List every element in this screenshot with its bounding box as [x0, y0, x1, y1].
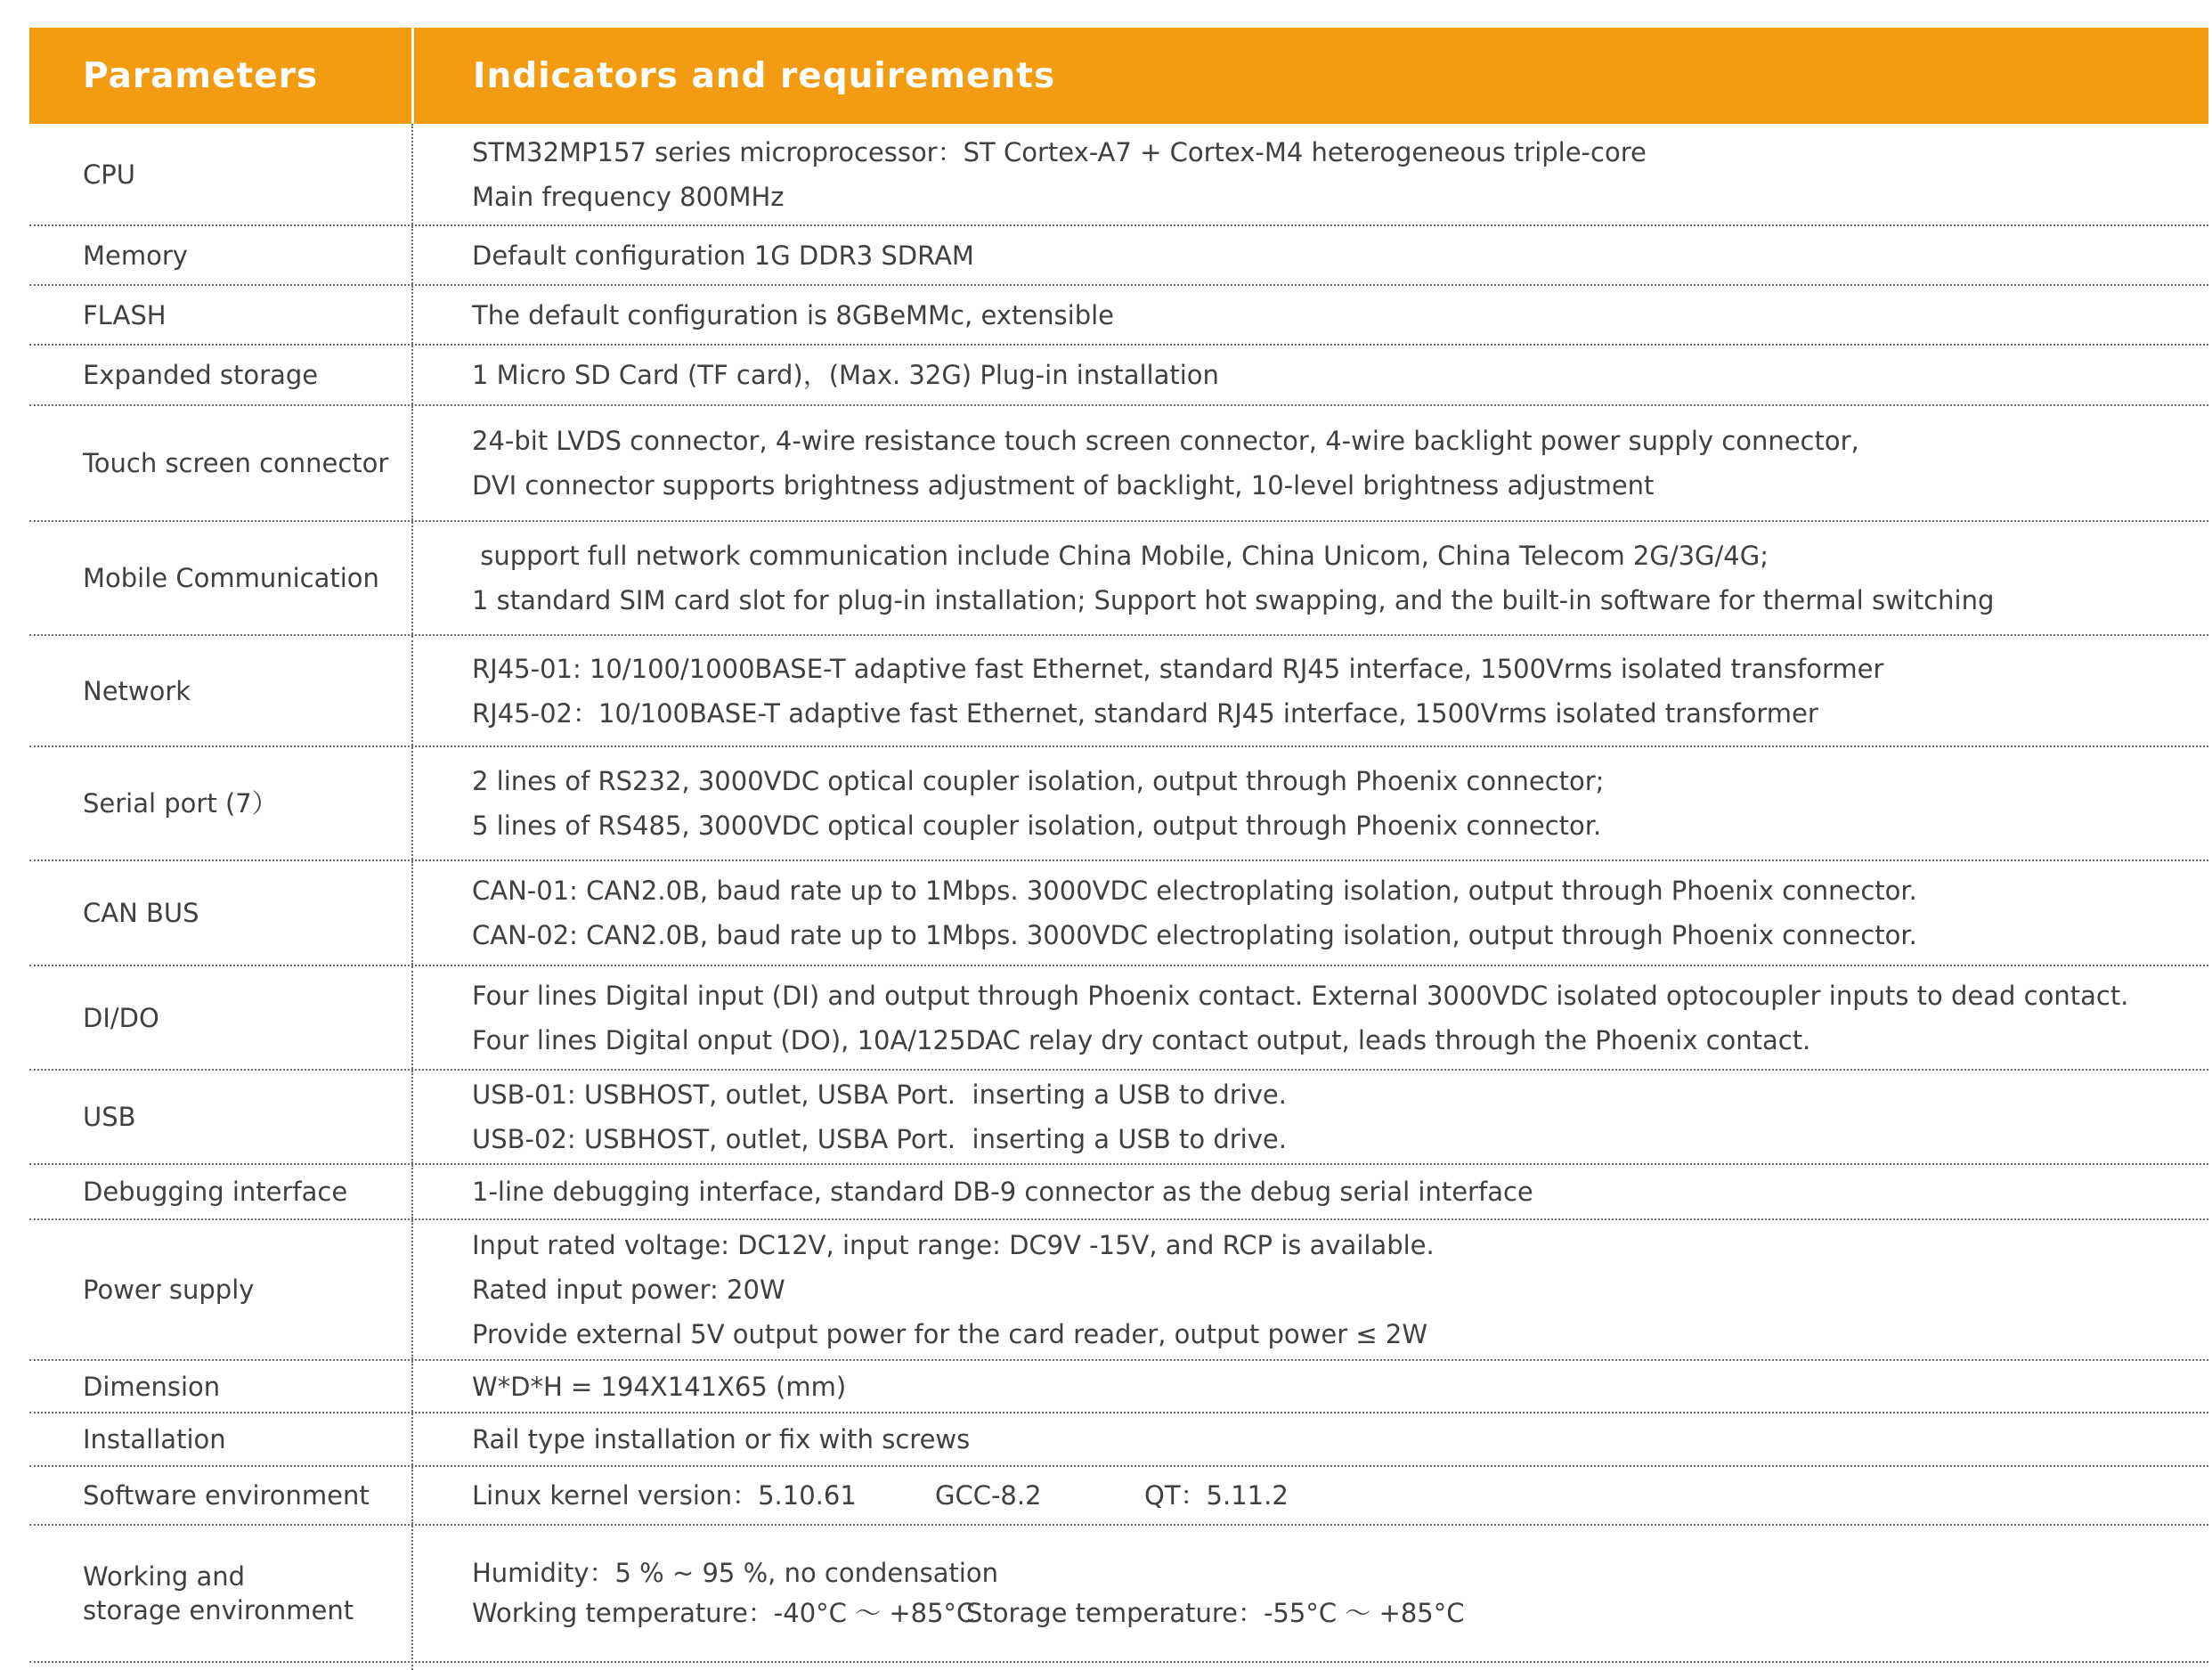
- temps-line: [472, 1593, 2191, 1633]
- req-line: W*D*H = 194X141X65 (mm): [472, 1371, 847, 1402]
- param-can-bus: CAN BUS: [83, 898, 199, 928]
- param-working-storage: [83, 1526, 403, 1661]
- param-installation: Installation: [83, 1424, 226, 1454]
- param-network: Network: [83, 675, 191, 706]
- table-row: [29, 286, 2208, 346]
- table-row: [29, 1526, 2208, 1661]
- table-row: [29, 346, 2208, 406]
- software-qt: QT：5.11.2: [1144, 1480, 1289, 1511]
- req-line: Input rated voltage: DC12V, input range: DC9V -15V, and RCP is available.: [472, 1230, 1435, 1260]
- table-row: [29, 966, 2208, 1071]
- table-row: [29, 522, 2208, 636]
- req-serial-port: [472, 747, 2191, 859]
- bottom-rule: [29, 1661, 2208, 1663]
- req-mobile-communication: [472, 522, 2191, 634]
- req-line: 5 lines of RS485, 3000VDC optical coupler isolation, output through Phoenix connector.: [472, 811, 1602, 841]
- header-divider: [411, 28, 414, 124]
- table-row: [29, 406, 2208, 522]
- req-line: DVI connector supports brightness adjustment of backlight, 10-level brightness adjustment: [472, 470, 1655, 501]
- param-cpu: CPU: [83, 159, 135, 190]
- req-power-supply: [472, 1220, 2191, 1359]
- table-row: [29, 1361, 2208, 1413]
- param-dimension: Dimension: [83, 1371, 221, 1402]
- param-line: Working and: [83, 1561, 246, 1592]
- table-header: [29, 28, 2208, 124]
- req-line: 1-line debugging interface, standard DB-9 connector as the debug serial interface: [472, 1177, 1533, 1207]
- param-flash: FLASH: [83, 299, 167, 330]
- req-line: CAN-01: CAN2.0B, baud rate up to 1Mbps. 3000VDC electroplating isolation, output through Phoenix connector.: [472, 876, 1917, 906]
- req-line: Humidity：5 % ~ 95 %, no condensation: [472, 1558, 999, 1588]
- req-working-storage: [472, 1526, 2191, 1661]
- table-row: [29, 124, 2208, 226]
- table-row: [29, 861, 2208, 966]
- req-line: RJ45-01: 10/100/1000BASE-T adaptive fast Ethernet, standard RJ45 interface, 1500Vrms isolated transformer: [472, 653, 1884, 684]
- param-serial-port: Serial port (7）: [83, 788, 278, 819]
- param-expanded-storage: Expanded storage: [83, 360, 319, 390]
- param-di-do: DI/DO: [83, 1002, 159, 1033]
- table-row: [29, 1165, 2208, 1220]
- table-row: [29, 1220, 2208, 1361]
- req-line: STM32MP157 series microprocessor：ST Cortex-A7 + Cortex-M4 heterogeneous triple-core: [472, 136, 1647, 167]
- req-line: The default configuration is 8GBeMMc, extensible: [472, 299, 1115, 330]
- header-indicators: Indicators and requirements: [473, 55, 1056, 96]
- param-power-supply: Power supply: [83, 1275, 255, 1305]
- software-gcc: GCC-8.2: [935, 1480, 1042, 1511]
- param-software-environment: Software environment: [83, 1480, 370, 1511]
- software-linux: Linux kernel version：5.10.61: [472, 1480, 857, 1511]
- req-line: CAN-02: CAN2.0B, baud rate up to 1Mbps. 3000VDC electroplating isolation, output through Phoenix connector.: [472, 920, 1917, 950]
- req-line: Rated input power: 20W: [472, 1275, 785, 1305]
- req-line: Provide external 5V output power for the card reader, output power ≤ 2W: [472, 1319, 1427, 1349]
- param-touch-screen: Touch screen connector: [83, 448, 389, 478]
- header-parameters: Parameters: [83, 55, 319, 96]
- table-row: [29, 636, 2208, 747]
- req-touch-screen: [472, 406, 2191, 520]
- param-line: storage environment: [83, 1595, 354, 1625]
- req-line: Rail type installation or fix with screws: [472, 1424, 971, 1454]
- req-line: 1 standard SIM card slot for plug-in installation; Support hot swapping, and the built-in software for thermal switching: [472, 585, 1995, 615]
- param-usb: USB: [83, 1102, 136, 1132]
- table-row: [29, 226, 2208, 286]
- storage-temperature: Storage temperature：-55°C ～ +85°C: [966, 1598, 1465, 1628]
- req-line: Four lines Digital input (DI) and output through Phoenix contact. External 3000VDC isolated optocoupler inputs to dead contact.: [472, 980, 2129, 1011]
- req-line: Default configuration 1G DDR3 SDRAM: [472, 240, 974, 271]
- req-dimension: [472, 1361, 2191, 1412]
- req-line: 1 Micro SD Card (TF card)，(Max. 32G) Plug-in installation: [472, 360, 1219, 390]
- req-line: support full network communication include China Mobile, China Unicom, China Telecom 2G/3G/4G;: [472, 541, 1769, 571]
- req-line: 2 lines of RS232, 3000VDC optical coupler isolation, output through Phoenix connector;: [472, 766, 1605, 796]
- req-usb: [472, 1071, 2191, 1163]
- req-installation: [472, 1413, 2191, 1465]
- req-flash: [472, 286, 2191, 344]
- param-memory: Memory: [83, 240, 188, 271]
- req-network: [472, 636, 2191, 745]
- param-debugging: Debugging interface: [83, 1177, 348, 1207]
- req-memory: [472, 226, 2191, 284]
- req-debugging: [472, 1165, 2191, 1218]
- table-row: [29, 747, 2208, 861]
- table-row: [29, 1467, 2208, 1526]
- software-line: [472, 1473, 2191, 1518]
- req-line: Main frequency 800MHz: [472, 181, 785, 212]
- req-line: USB-01: USBHOST, outlet, USBA Port. inserting a USB to drive.: [472, 1079, 1287, 1110]
- req-line: USB-02: USBHOST, outlet, USBA Port. inserting a USB to drive.: [472, 1124, 1287, 1154]
- req-expanded-storage: [472, 346, 2191, 404]
- req-software-environment: [472, 1467, 2191, 1524]
- table-row: [29, 1413, 2208, 1467]
- working-temperature: Working temperature：-40°C ～ +85°C: [472, 1598, 975, 1628]
- param-mobile-communication: Mobile Communication: [83, 563, 379, 593]
- req-line: 24-bit LVDS connector, 4-wire resistance touch screen connector, 4-wire backlight power supply connector,: [472, 426, 1859, 456]
- req-cpu: [472, 124, 2191, 224]
- table-row: [29, 1071, 2208, 1165]
- req-line: Four lines Digital onput (DO), 10A/125DAC relay dry contact output, leads through the Phoenix contact.: [472, 1024, 1811, 1055]
- req-can-bus: [472, 861, 2191, 965]
- req-di-do: [472, 966, 2191, 1069]
- req-line: RJ45-02：10/100BASE-T adaptive fast Ethernet, standard RJ45 interface, 1500Vrms isolated transformer: [472, 697, 1818, 729]
